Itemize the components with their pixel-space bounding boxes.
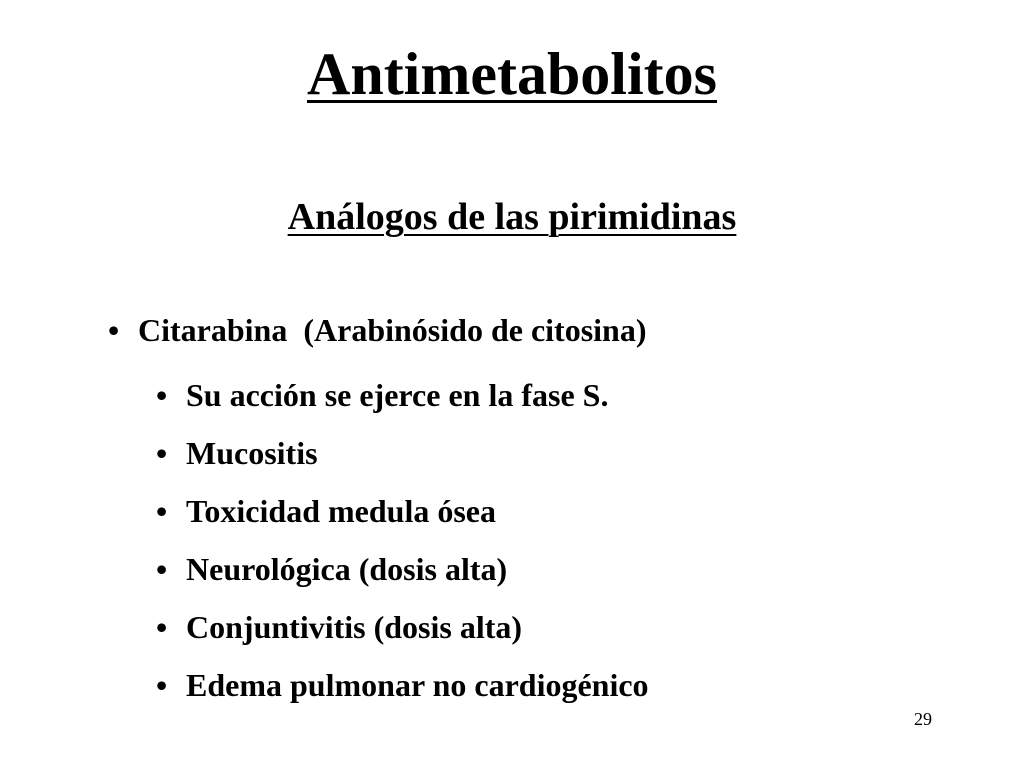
sub-bullet-item [156,424,649,482]
bullet-icon: • [156,609,168,645]
sub-bullet-label: Edema pulmonar no cardiogénico [186,667,649,703]
page-number: 29 [914,709,932,729]
bullet-icon: • [108,312,120,348]
slide-subtitle-text: Análogos de las pirimidinas [287,196,737,238]
sub-bullet-label: Su acción se ejerce en la fase S. [186,377,609,413]
sub-bullet-item [156,540,649,598]
main-bullet-item [108,308,646,352]
main-bullet-label: Citarabina (Arabinósido de citosina) [138,312,647,348]
bullet-icon: • [156,493,168,529]
sub-bullet-list [156,366,649,714]
sub-bullet-item [156,366,649,424]
slide-title-text: Antimetabolitos [307,41,717,107]
sub-bullet-label: Toxicidad medula ósea [186,493,496,529]
slide-title [0,38,1024,110]
bullet-icon: • [156,667,168,703]
sub-bullet-item [156,598,649,656]
bullet-icon: • [156,435,168,471]
sub-bullet-label: Neurológica (dosis alta) [186,551,508,587]
sub-bullet-item [156,656,649,714]
sub-bullet-item [156,482,649,540]
bullet-icon: • [156,551,168,587]
slide-subtitle [0,194,1024,240]
sub-bullet-label: Mucositis [186,435,318,471]
bullet-icon: • [156,377,168,413]
sub-bullet-label: Conjuntivitis (dosis alta) [186,609,523,645]
